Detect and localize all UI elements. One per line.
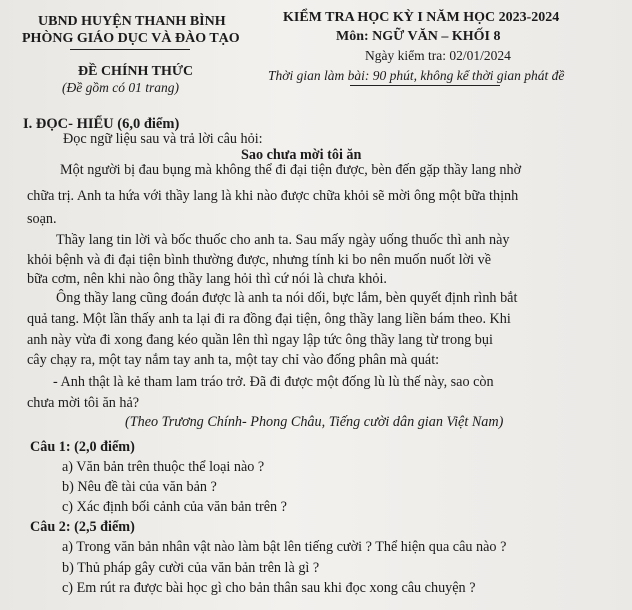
- question-label: Câu 1: (2,0 điểm): [30, 439, 135, 455]
- story-line: bữa cơm, nên khi nào ông thầy lang hỏi thì cứ nói là chưa khỏi.: [27, 271, 387, 287]
- section-heading: I. ĐỌC- HIỂU (6,0 điểm): [23, 116, 180, 132]
- story-line: chữa trị. Anh ta hứa với thầy lang là khi nào được chữa khỏi sẽ mời ông một bữa thịnh: [27, 188, 519, 204]
- story-line: chưa mời tôi ăn hả?: [27, 395, 140, 411]
- header-underline-right: [350, 85, 500, 86]
- question-item: a) Trong văn bản nhân vật nào làm bật lên tiếng cười ? Thể hiện qua câu nào ?: [62, 539, 507, 555]
- duration: Thời gian làm bài: 90 phút, không kể thời gian phát đề: [268, 68, 565, 83]
- story-line: quả tang. Một lần thấy anh ta lại đi ra đồng đại tiện, ông thầy lang liền bám theo. Khi: [27, 311, 511, 327]
- story-line: Ông thầy lang cũng đoán được là anh ta nói dối, bực lắm, bèn quyết định rình bắt: [56, 290, 518, 306]
- story-line: khỏi bệnh và đi đại tiện bình thường được, nhưng tính ki bo nên muốn nuốt lời về: [27, 252, 492, 268]
- story-line: Thầy lang tin lời và bốc thuốc cho anh ta. Sau mấy ngày uống thuốc thì anh này: [56, 232, 510, 248]
- question-item: c) Xác định bối cảnh của văn bản trên ?: [62, 499, 287, 515]
- header-underline-left: [70, 49, 190, 50]
- subject: Môn: NGỮ VĂN – KHỐI 8: [336, 29, 501, 44]
- department-name: PHÒNG GIÁO DỤC VÀ ĐÀO TẠO: [22, 31, 240, 46]
- story-line: soạn.: [27, 211, 57, 227]
- story-line: Một người bị đau bụng mà không thể đi đại tiện được, bèn đến gặp thầy lang nhờ: [60, 162, 522, 178]
- story-line: anh này vừa đi xong đang kéo quần lên thì ngay lập tức ông thầy lang từ trong bụi: [27, 332, 493, 348]
- district-name: UBND HUYỆN THANH BÌNH: [38, 14, 226, 29]
- question-item: c) Em rút ra được bài học gì cho bản thân sau khi đọc xong câu chuyện ?: [62, 580, 476, 596]
- instruction: Đọc ngữ liệu sau và trả lời câu hỏi:: [63, 131, 263, 147]
- story-line: cây chạy ra, một tay nắm tay anh ta, một tay chỉ vào đống phân mà quát:: [27, 352, 440, 368]
- official-label: ĐỀ CHÍNH THỨC: [78, 64, 194, 79]
- story-source: (Theo Trương Chính- Phong Châu, Tiếng cười dân gian Việt Nam): [125, 414, 504, 430]
- question-item: b) Nêu đề tài của văn bản ?: [62, 479, 217, 495]
- exam-date: Ngày kiểm tra: 02/01/2024: [365, 48, 511, 63]
- exam-title: KIỂM TRA HỌC KỲ I NĂM HỌC 2023-2024: [283, 10, 560, 25]
- question-item: b) Thủ pháp gây cười của văn bản trên là gì ?: [62, 560, 320, 576]
- story-title: Sao chưa mời tôi ăn: [241, 147, 362, 163]
- question-item: a) Văn bản trên thuộc thể loại nào ?: [62, 459, 265, 475]
- pages-note: (Đề gồm có 01 trang): [62, 80, 179, 95]
- story-line: - Anh thật là kẻ tham lam tráo trở. Đã đi được một đống lù lù thế này, sao còn: [53, 374, 494, 390]
- question-label: Câu 2: (2,5 điểm): [30, 519, 135, 535]
